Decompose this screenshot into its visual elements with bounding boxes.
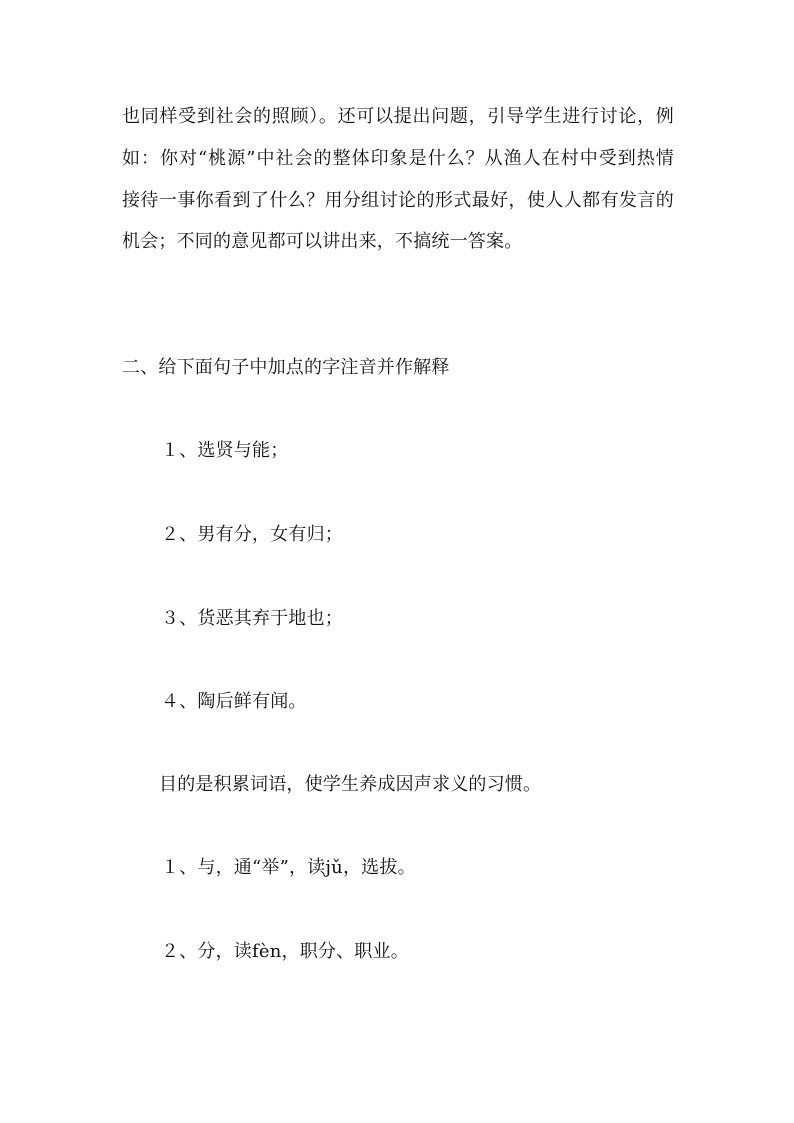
question-1: １、选贤与能； — [161, 440, 289, 461]
answer-1: １、与，通“举”，读jǔ，选拔。 — [161, 857, 416, 878]
paragraph-line-2: 如：你对“桃源”中社会的整体印象是什么？从渔人在村中受到热情 — [122, 148, 674, 169]
purpose-text: 目的是积累词语，使学生养成因声求义的习惯。 — [159, 774, 542, 795]
answer-2: ２、分，读fèn，职分、职业。 — [161, 941, 409, 962]
question-4: ４、陶后鲜有闻。 — [161, 691, 307, 712]
paragraph-line-4: 机会；不同的意见都可以讲出来，不搞统一答案。 — [122, 231, 523, 252]
paragraph-line-1: 也同样受到社会的照顾）。还可以提出问题，引导学生进行讨论，例 — [122, 106, 674, 127]
section-heading: 二、给下面句子中加点的字注音并作解释 — [122, 357, 450, 378]
paragraph-line-3: 接待一事你看到了什么？用分组讨论的形式最好，使人人都有发言的 — [122, 190, 674, 211]
question-3: ３、货恶其弃于地也； — [161, 608, 343, 629]
question-2: ２、男有分，女有归； — [161, 524, 343, 545]
